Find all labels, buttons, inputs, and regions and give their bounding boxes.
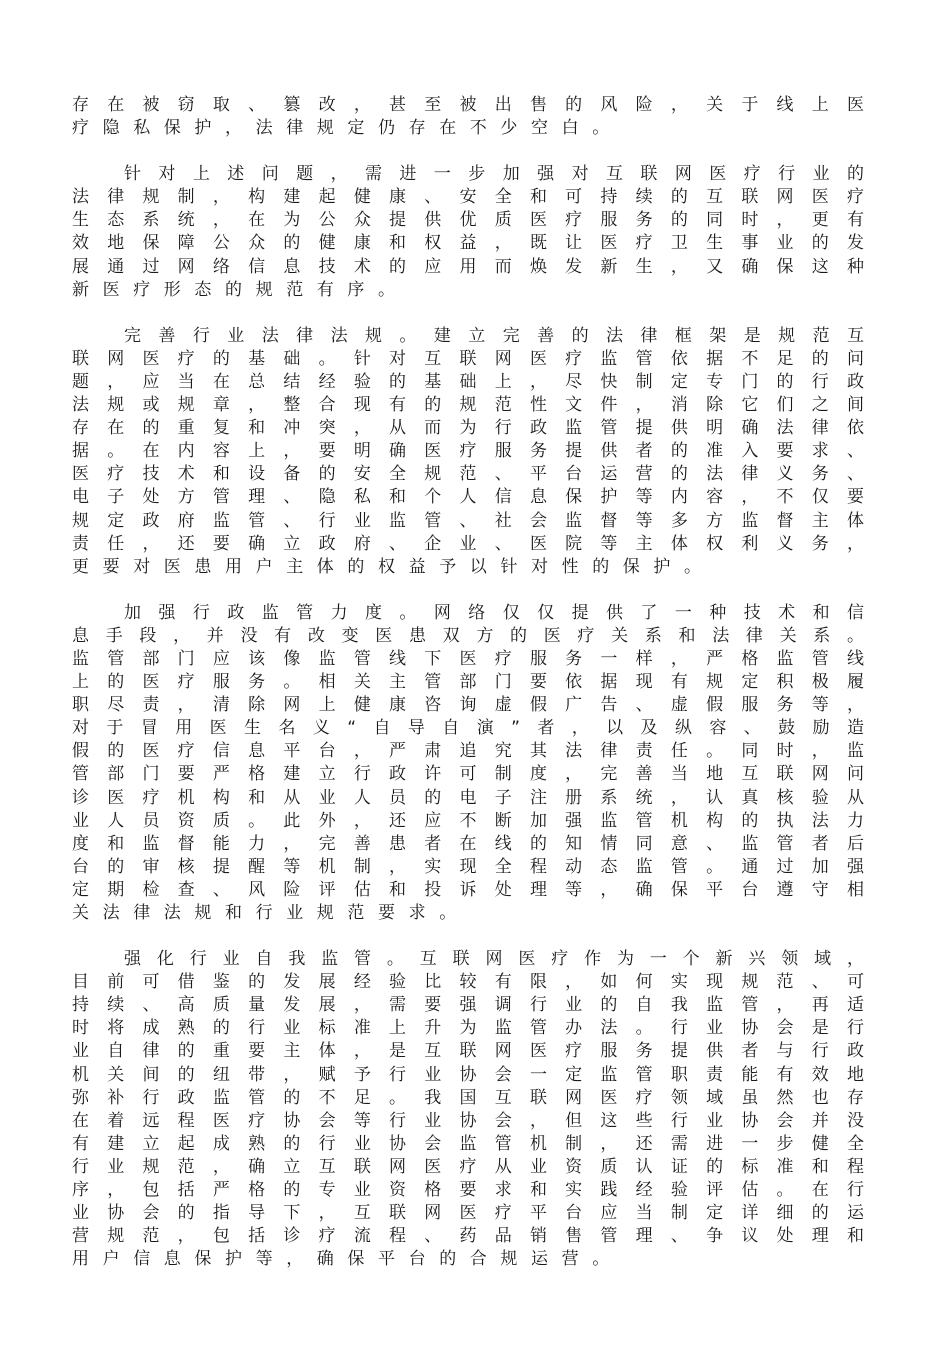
text-line: 目前可借鉴的发展经验比较有限，如何实现规范、可 — [72, 972, 864, 993]
text-line: 用户信息保护等，确保平台的合规运营。 — [72, 1249, 623, 1270]
text-line: 规定政府监管、行业监管、社会监督等多方监督主体 — [72, 510, 864, 531]
text-line: 机关间的纽带，赋予行业协会一定监管职责能有效地 — [72, 1064, 864, 1085]
text-line: 监管部门应该像监管线下医疗服务一样，严格监管线 — [72, 648, 864, 669]
text-line: 法律规制，构建起健康、安全和可持续的互联网医疗 — [72, 187, 864, 208]
text-line: 电子处方管理、隐私和个人信息保护等内容，不仅要 — [72, 487, 864, 508]
text-line: 生态系统，在为公众提供优质医疗服务的同时，更有 — [72, 210, 864, 231]
text-line: 展通过网络信息技术的应用而焕发新生，又确保这种 — [72, 256, 864, 277]
text-line: 新医疗形态的规范有序。 — [72, 279, 409, 300]
text-line: 业自律的重要主体，是互联网医疗服务提供者与行政 — [72, 1041, 864, 1062]
text-line: 营规范，包括诊疗流程、药品销售管理、争议处理和 — [72, 1226, 864, 1247]
text-line: 对于冒用医生名义“自导自演”者，以及纵容、鼓励造 — [72, 718, 864, 739]
text-line: 加强行政监管力度。网络仅仅提供了一种技术和信 — [124, 602, 864, 623]
text-line: 业协会的指导下，互联网医疗平台应当制定详细的运 — [72, 1203, 864, 1224]
text-line: 疗隐私保护，法律规定仍存在不少空白。 — [72, 118, 623, 139]
text-line: 序，包括严格的专业资格要求和实践经验评估。在行 — [72, 1180, 864, 1201]
text-line: 职尽责，清除网上健康咨询虚假广告、虚假服务等， — [72, 695, 864, 716]
text-line: 针对上述问题，需进一步加强对互联网医疗行业的 — [124, 164, 864, 185]
text-line: 行业规范，确立互联网医疗从业资质认证的标准和程 — [72, 1156, 864, 1177]
text-line: 题，应当在总结经验的基础上，尽快制定专门的行政 — [72, 371, 864, 392]
text-line: 息手段，并没有改变医患双方的医疗关系和法律关系。 — [72, 625, 864, 646]
text-line: 医疗技术和设备的安全规范、平台运营的法律义务、 — [72, 464, 864, 485]
text-line: 存在被窃取、篡改，甚至被出售的风险，关于线上医 — [72, 95, 864, 115]
text-line: 定期检查、风险评估和投诉处理等，确保平台遵守相 — [72, 879, 864, 900]
text-line: 法规或规章，整合现有的规范性文件，消除它们之间 — [72, 395, 864, 416]
text-line: 更要对医患用户主体的权益予以针对性的保护。 — [72, 556, 715, 577]
text-line: 弥补行政监管的不足。我国互联网医疗领域虽然也存 — [72, 1087, 864, 1108]
paragraph — [72, 163, 864, 302]
text-line: 假的医疗信息平台，严肃追究其法律责任。同时，监 — [72, 741, 864, 762]
text-line: 关法律法规和行业规范要求。 — [72, 903, 470, 923]
text-line: 在着远程医疗协会等行业协会，但这些行业协会并没 — [72, 1110, 864, 1131]
text-line: 效地保障公众的健康和权益，既让医疗卫生事业的发 — [72, 233, 864, 254]
text-line: 持续、高质量发展，需要强调行业的自我监管，再适 — [72, 995, 864, 1016]
document-body — [72, 94, 864, 1294]
text-line: 强化行业自我监管。互联网医疗作为一个新兴领域， — [124, 949, 864, 970]
text-line: 完善行业法律法规。建立完善的法律框架是规范互 — [124, 325, 864, 346]
text-line: 责任，还要确立政府、企业、医院等主体权利义务， — [72, 533, 864, 554]
paragraph — [72, 602, 864, 925]
text-line: 诊医疗机构和从业人员的电子注册系统，认真核验从 — [72, 787, 864, 808]
text-line: 管部门要严格建立行政许可制度，完善当地互联网问 — [72, 764, 864, 785]
text-line: 上的医疗服务。相关主管部门要依据现有规定积极履 — [72, 672, 864, 693]
text-line: 据。在内容上，要明确医疗服务提供者的准入要求、 — [72, 441, 864, 462]
text-line: 联网医疗的基础。针对互联网医疗监管依据不足的问 — [72, 348, 864, 369]
text-line: 存在的重复和冲突，从而为行政监管提供明确法律依 — [72, 418, 864, 439]
text-line: 有建立起成熟的行业协会监管机制，还需进一步健全 — [72, 1133, 864, 1154]
text-line: 时将成熟的行业标准上升为监管办法。行业协会是行 — [72, 1018, 864, 1039]
text-line: 台的审核提醒等机制，实现全程动态监管。通过加强 — [72, 856, 864, 877]
paragraph — [72, 325, 864, 579]
text-line: 业人员资质。此外，还应不断加强监管机构的执法力 — [72, 810, 864, 831]
paragraph — [72, 94, 864, 140]
text-line: 度和监督能力，完善患者在线的知情同意、监管者后 — [72, 833, 864, 854]
paragraph — [72, 948, 864, 1271]
